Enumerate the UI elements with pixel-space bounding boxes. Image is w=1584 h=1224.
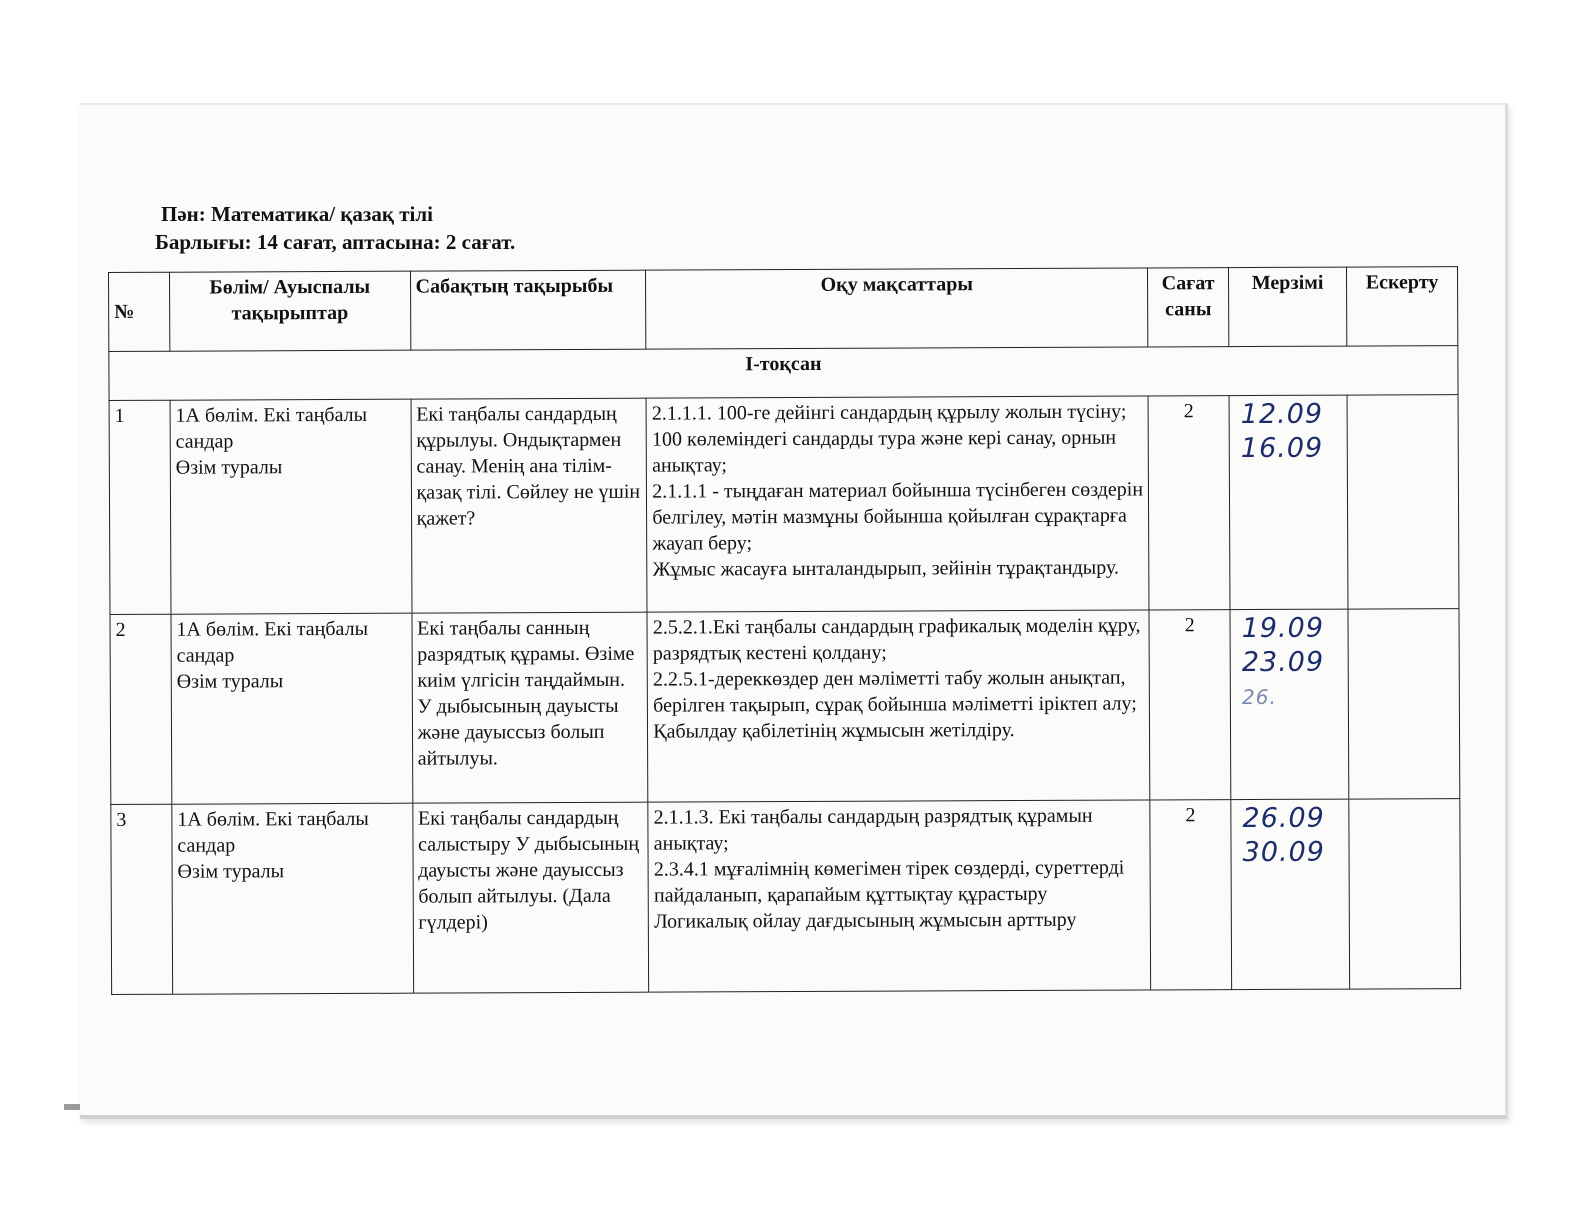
subject-line: Пән: Математика/ қазақ тілі	[161, 202, 433, 226]
col-note-header: Ескерту	[1347, 267, 1458, 346]
total-hours-line: Барлығы: 14 сағат, аптасына: 2 сағат.	[155, 230, 516, 254]
section-line: Өзім туралы	[175, 456, 283, 479]
table-header-row	[109, 267, 1458, 352]
row-date	[1229, 395, 1348, 610]
row-note	[1348, 609, 1460, 799]
row-number: 2	[110, 614, 172, 804]
goal-line: Жұмыс жасауға ынталандырып, зейінін тұрақтандыру.	[652, 556, 1119, 581]
col-date-header: Мерзімі	[1229, 267, 1347, 347]
row-learning-goals	[648, 800, 1151, 992]
col-number-header: №	[109, 272, 170, 351]
paper-edge	[64, 1104, 80, 1110]
row-note	[1347, 395, 1459, 609]
row-lesson-topic: Екі таңбалы санның разрядтық құрамы. Өзіме киім үлгісін таңдаймын. У дыбысының дауысты және дауыссыз болып айтылуы.	[412, 612, 648, 803]
table-row	[111, 799, 1461, 995]
lesson-plan-table	[108, 266, 1461, 995]
quarter-row	[109, 346, 1458, 401]
goal-line: Қабылдау қабілетінің жұмысын жетілдіру.	[653, 719, 1015, 743]
section-line: сандар	[177, 834, 236, 857]
handwritten-date: 26.09	[1242, 802, 1325, 835]
section-line: Өзім туралы	[177, 860, 285, 883]
section-line: сандар	[176, 644, 235, 667]
col-section-header: Бөлім/ Ауыспалы тақырыптар	[169, 271, 410, 351]
table-row	[110, 609, 1460, 805]
handwritten-date: 26.	[1241, 684, 1277, 710]
row-number: 3	[111, 804, 173, 994]
col-hours-header: Сағат саны	[1148, 268, 1229, 347]
row-lesson-topic: Екі таңбалы сандардың құрылуы. Ондықтармен санау. Менің ана тілім-қазақ тілі. Сөйлеу не үшін қажет?	[411, 398, 648, 613]
goal-line: 2.1.1.1. 100-ге дейінгі сандардың құрылу жолын түсіну; 100 көлеміндегі сандарды тура және кері санау, орнын анықтау;	[651, 400, 1127, 477]
row-lesson-topic: Екі таңбалы сандардың салыстыру У дыбысының дауысты және дауыссыз болып айтылуы. (Дала гүлдері)	[412, 802, 648, 993]
row-learning-goals	[647, 610, 1150, 802]
goal-line: 2.2.5.1-дереккөздер ден мәліметті табу жолын анықтап, берілген тақырып, сұрақ бойынша мәліметті іріктеп алу;	[652, 666, 1137, 717]
row-date	[1231, 799, 1350, 990]
row-learning-goals	[646, 396, 1149, 612]
row-section	[171, 613, 412, 804]
col-lesson-topic-header: Сабақтың тақырыбы	[410, 270, 646, 350]
handwritten-date: 23.09	[1241, 646, 1325, 679]
goal-line: Логикалық ойлау дағдысының жұмысын арттыру	[654, 908, 1077, 933]
row-note	[1349, 799, 1461, 989]
section-line: 1А бөлім. Екі таңбалы	[177, 807, 369, 831]
section-line: 1А бөлім. Екі таңбалы	[176, 617, 369, 641]
row-section	[172, 803, 413, 994]
section-line: сандар	[175, 430, 234, 453]
row-number: 1	[109, 400, 171, 614]
table-row	[109, 395, 1459, 615]
goal-line: 2.1.1.1 - тыңдаған материал бойынша түсінбеген сөздерін белгілеу, мәтін мазмұны бойынша қойылған сұрақтарға жауап беру;	[652, 478, 1144, 555]
handwritten-date: 19.09	[1241, 612, 1325, 645]
row-date	[1230, 609, 1349, 800]
goal-line: 2.1.1.3. Екі таңбалы сандардың разрядтық құрамын анықтау;	[653, 804, 1093, 855]
row-hours: 2	[1150, 800, 1232, 990]
section-line: Өзім туралы	[176, 670, 284, 693]
handwritten-date: 16.09	[1240, 432, 1324, 465]
quarter-label: І-тоқсан	[109, 346, 1458, 401]
handwritten-date: 30.09	[1242, 836, 1326, 869]
goal-line: 2.5.2.1.Екі таңбалы сандардың графикалық моделін құру, разрядтық кестені қолдану;	[652, 614, 1141, 665]
section-line: 1А бөлім. Екі таңбалы	[175, 403, 368, 427]
row-section	[170, 399, 412, 614]
handwritten-date: 12.09	[1240, 398, 1324, 431]
goal-line: 2.3.4.1 мұғалімнің көмегімен тірек сөздерді, суреттерді пайдаланып, қарапайым құттықтау құрастыру	[653, 856, 1125, 907]
row-hours: 2	[1149, 610, 1231, 800]
document-header	[155, 200, 515, 256]
row-hours: 2	[1148, 396, 1230, 610]
col-learning-goals-header: Оқу мақсаттары	[646, 268, 1148, 349]
